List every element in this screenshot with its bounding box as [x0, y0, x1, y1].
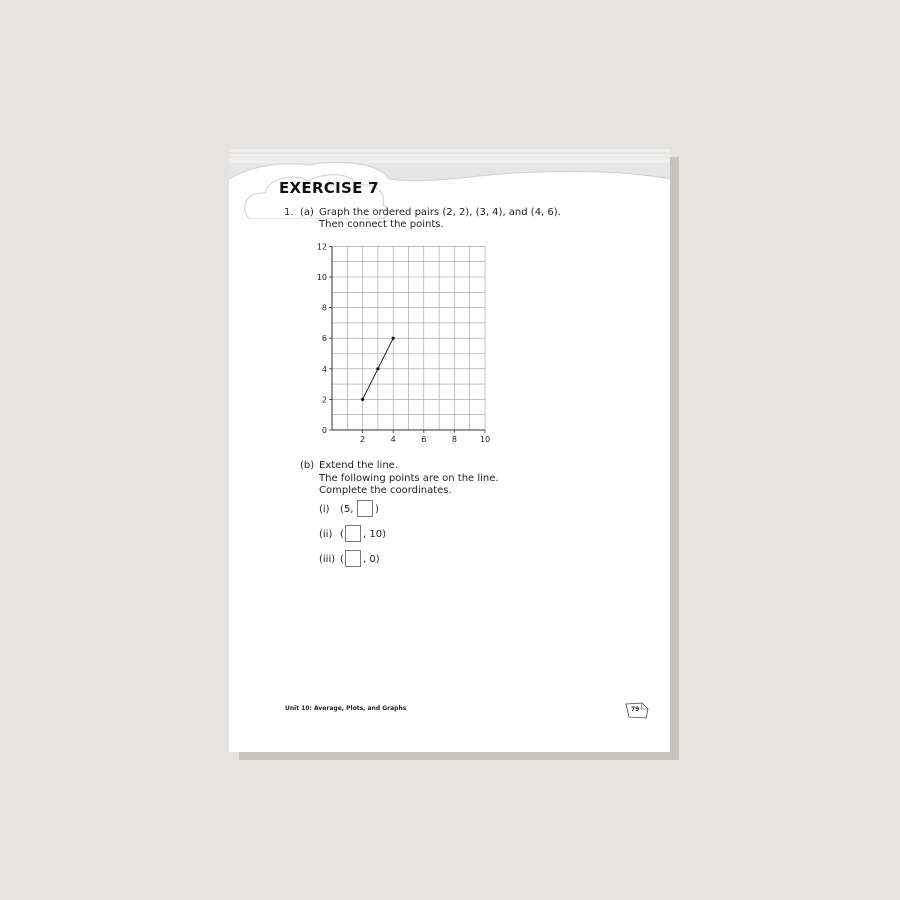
y-tick-label: 0 [321, 426, 327, 435]
answer-row-ii [319, 525, 439, 545]
part-a-line: Then connect the points. [319, 219, 444, 230]
answer-label: (iii) [319, 554, 336, 565]
answer-suffix: ) [375, 504, 379, 515]
y-tick-label: 8 [321, 303, 327, 313]
answer-row-iii [319, 550, 439, 570]
part-b-line: Complete the coordinates. [319, 485, 452, 496]
page-number: 79 [631, 706, 640, 713]
x-tick-label: 10 [479, 435, 491, 444]
data-point [376, 367, 379, 370]
answer-prefix: ( [340, 554, 344, 565]
answer-prefix: (5, [340, 504, 354, 515]
y-tick-label: 12 [316, 242, 327, 252]
answer-suffix: , 0) [363, 554, 380, 565]
x-tick-label: 2 [360, 435, 366, 444]
answer-suffix: , 10) [363, 529, 386, 540]
workbook-page [229, 149, 670, 752]
answer-box[interactable] [345, 525, 361, 542]
answer-label: (i) [319, 504, 330, 515]
coordinate-graph[interactable] [309, 237, 509, 452]
answer-box[interactable] [357, 500, 373, 517]
part-a-instructions [319, 207, 561, 231]
y-tick-label: 2 [321, 395, 327, 405]
part-b-instructions [319, 460, 499, 498]
part-a-label: (a) [300, 207, 314, 218]
unit-footer: Unit 10: Average, Plots, and Graphs [285, 705, 407, 712]
page-number-badge [624, 700, 650, 720]
x-tick-label: 6 [421, 435, 427, 444]
data-point [361, 398, 364, 401]
x-tick-label: 4 [390, 435, 396, 444]
question-number: 1. [284, 207, 294, 218]
answer-label: (ii) [319, 529, 333, 540]
exercise-title: EXERCISE 7 [279, 179, 379, 197]
answer-box[interactable] [345, 550, 361, 567]
part-b-line: Extend the line. [319, 460, 398, 471]
answer-row-i [319, 500, 439, 520]
part-a-line: Graph the ordered pairs (2, 2), (3, 4), and (4, 6). [319, 207, 561, 218]
part-b-label: (b) [300, 460, 315, 471]
y-tick-label: 10 [316, 273, 327, 282]
x-tick-label: 8 [451, 435, 457, 444]
part-b-line: The following points are on the line. [319, 472, 499, 484]
data-point [392, 337, 395, 340]
answer-prefix: ( [340, 529, 344, 540]
y-tick-label: 4 [321, 364, 327, 374]
y-tick-label: 6 [321, 334, 327, 344]
